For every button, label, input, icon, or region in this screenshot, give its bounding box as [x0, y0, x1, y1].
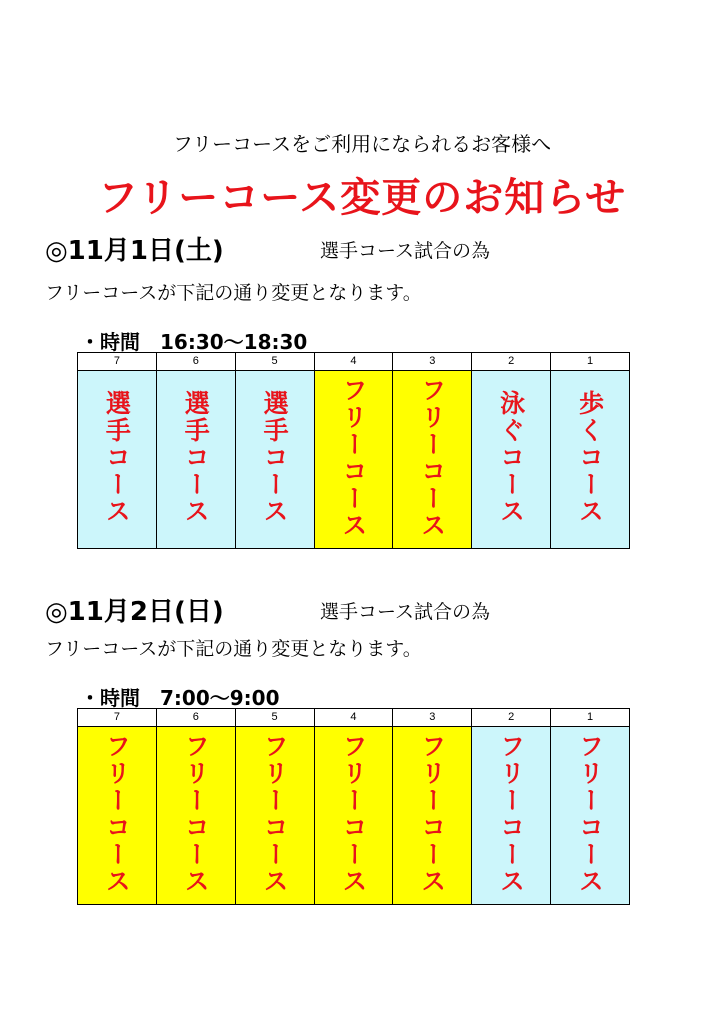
lane-row [78, 727, 630, 905]
lane-label: フリーコース [417, 376, 447, 539]
lane-number: 7 [78, 709, 157, 727]
section-1-date: ◎11月1日(土) [45, 236, 224, 266]
lane-label: フリーコース [338, 376, 368, 539]
lane-number: 1 [551, 709, 630, 727]
lane-cell [551, 371, 630, 549]
lane-cell [393, 727, 472, 905]
section-2-note: フリーコースが下記の通り変更となります。 [45, 638, 422, 660]
lane-number: 5 [235, 353, 314, 371]
lane-number: 3 [393, 709, 472, 727]
notice-title: フリーコース変更のお知らせ [97, 175, 627, 221]
lane-label: 泳ぐコース [496, 390, 526, 525]
lane-number: 7 [78, 353, 157, 371]
lane-label: フリーコース [417, 732, 447, 895]
lane-cell [156, 371, 235, 549]
lane-number: 1 [551, 353, 630, 371]
lane-label: 選手コース [260, 390, 290, 525]
lane-label: フリーコース [260, 732, 290, 895]
section-1-lane-table [77, 352, 630, 549]
lane-number: 4 [314, 709, 393, 727]
lane-number: 6 [156, 353, 235, 371]
lane-cell [78, 727, 157, 905]
lane-number: 2 [472, 709, 551, 727]
section-1-reason: 選手コース試合の為 [320, 240, 491, 262]
lane-number: 5 [235, 709, 314, 727]
lane-cell [235, 371, 314, 549]
section-2-date: ◎11月2日(日) [45, 597, 224, 627]
section-1-time: ・時間 16:30〜18:30 [80, 330, 308, 354]
section-2-lane-table [77, 708, 630, 905]
lane-number: 2 [472, 353, 551, 371]
lane-cell [78, 371, 157, 549]
lane-label: フリーコース [575, 732, 605, 895]
lane-label: 選手コース [102, 390, 132, 525]
lane-cell [314, 727, 393, 905]
lane-label: フリーコース [102, 732, 132, 895]
lane-cell [551, 727, 630, 905]
lane-cell [472, 727, 551, 905]
lane-label: フリーコース [496, 732, 526, 895]
lane-cell [472, 371, 551, 549]
section-2-reason: 選手コース試合の為 [320, 601, 491, 623]
lane-label: 歩くコース [575, 390, 605, 525]
section-1-note: フリーコースが下記の通り変更となります。 [45, 282, 422, 304]
lane-label: フリーコース [338, 732, 368, 895]
lane-label: フリーコース [181, 732, 211, 895]
lane-number-row [78, 709, 630, 727]
lane-cell [314, 371, 393, 549]
lane-cell [393, 371, 472, 549]
lane-cell [235, 727, 314, 905]
lane-number-row [78, 353, 630, 371]
section-2-time: ・時間 7:00〜9:00 [80, 686, 280, 710]
notice-subtitle: フリーコースをご利用になられるお客様へ [172, 132, 552, 156]
lane-number: 6 [156, 709, 235, 727]
lane-number: 3 [393, 353, 472, 371]
lane-cell [156, 727, 235, 905]
lane-label: 選手コース [181, 390, 211, 525]
lane-row [78, 371, 630, 549]
lane-number: 4 [314, 353, 393, 371]
